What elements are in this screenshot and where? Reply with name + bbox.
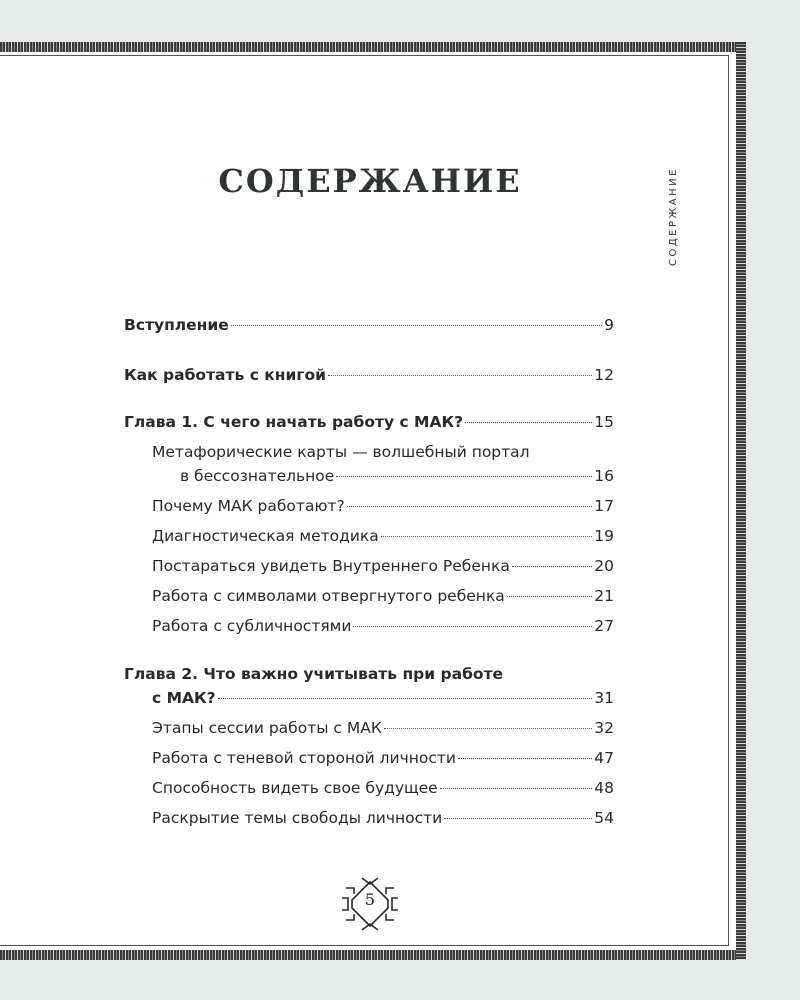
dot-leader (231, 325, 602, 326)
toc-entry-page: 15 (594, 413, 614, 431)
toc-entry-page: 32 (594, 719, 614, 737)
dot-leader (218, 698, 593, 699)
toc-entry-page: 31 (594, 689, 614, 707)
toc-entry[interactable] (152, 778, 614, 798)
toc-entry[interactable] (152, 556, 614, 576)
dot-leader (440, 788, 593, 789)
dot-leader (384, 728, 592, 729)
toc-entry-page: 19 (594, 527, 614, 545)
toc-entry-page: 20 (594, 557, 614, 575)
toc-entry-title: Диагностическая методика (152, 527, 379, 545)
toc-entry-title: Этапы сессии работы с МАК (152, 719, 382, 737)
toc-entry-title: Работа с субличностями (152, 617, 352, 635)
decorative-border-bottom (0, 950, 746, 960)
toc-entry-title: Раскрытие темы свободы личности (152, 809, 443, 827)
toc-entry-title: с МАК? (152, 689, 216, 707)
toc-entry[interactable] (152, 748, 614, 768)
inner-border-line (0, 55, 728, 56)
toc-entry-page: 9 (604, 316, 614, 334)
page-number: 5 (364, 890, 376, 909)
decorative-border-top (0, 42, 746, 52)
dot-leader (328, 375, 592, 376)
toc-entry-page: 54 (594, 809, 614, 827)
toc-entry[interactable] (152, 496, 614, 516)
toc-entry-title: Работа с символами отвергнутого ребенка (152, 587, 505, 605)
toc-entry[interactable] (152, 688, 614, 708)
toc-entry[interactable] (124, 365, 614, 385)
toc-entry[interactable] (124, 412, 614, 432)
dot-leader (465, 422, 592, 423)
toc-entry-title: Вступление (124, 316, 229, 334)
toc-entry-page: 12 (594, 366, 614, 384)
toc-entry-page: 47 (594, 749, 614, 767)
toc-entry[interactable] (152, 616, 614, 636)
dot-leader (336, 476, 592, 477)
dot-leader (458, 758, 592, 759)
inner-border-line (0, 945, 728, 946)
toc-entry[interactable] (152, 718, 614, 738)
toc-entry-title: в бессознательное (180, 467, 335, 485)
toc-entry-page: 17 (594, 497, 614, 515)
toc-entry-title: Работа с теневой стороной личности (152, 749, 456, 767)
toc-entry-page: 27 (594, 617, 614, 635)
toc-entry[interactable] (152, 586, 614, 606)
toc-entry-title-line1: Метафорические карты — волшебный портал (152, 443, 530, 461)
running-header: СОДЕРЖАНИЕ (668, 167, 679, 267)
toc-entry[interactable] (152, 808, 614, 828)
toc-entry-page: 48 (594, 779, 614, 797)
toc-entry[interactable] (124, 315, 614, 335)
dot-leader (444, 818, 592, 819)
dot-leader (512, 566, 592, 567)
toc-entry-title: Как работать с книгой (124, 366, 326, 384)
dot-leader (353, 626, 592, 627)
page-title: СОДЕРЖАНИЕ (218, 162, 522, 200)
toc-entry-page: 21 (594, 587, 614, 605)
toc-entry-title: Почему МАК работают? (152, 497, 345, 515)
toc-entry[interactable] (152, 526, 614, 546)
dot-leader (507, 596, 592, 597)
toc-entry-title-line1: Глава 2. Что важно учитывать при работе (124, 665, 504, 683)
dot-leader (347, 506, 593, 507)
toc-entry-title: Способность видеть свое будущее (152, 779, 438, 797)
toc-entry-title: Глава 1. С чего начать работу с МАК? (124, 413, 464, 431)
toc-entry[interactable] (180, 466, 614, 486)
toc-entry-title: Постараться увидеть Внутреннего Ребенка (152, 557, 510, 575)
dot-leader (381, 536, 592, 537)
toc-entry-page: 16 (594, 467, 614, 485)
